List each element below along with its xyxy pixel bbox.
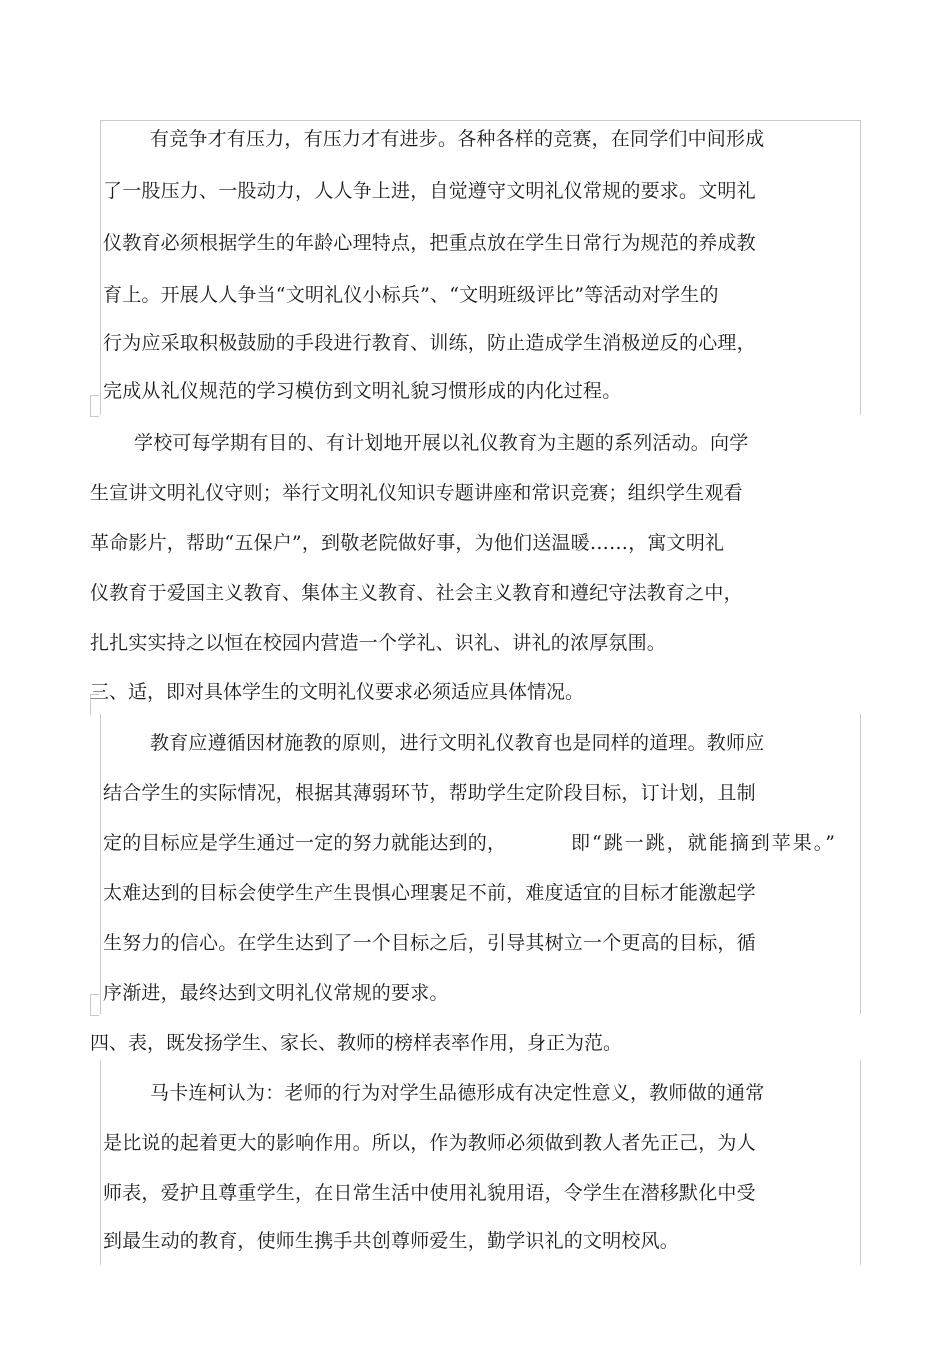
paragraph-4-line-1: 马卡连柯认为：老师的行为对学生品德形成有决定性意义，教师做的通常 xyxy=(150,1082,765,1104)
paragraph-2-line-1: 学校可每学期有目的、有计划地开展以礼仪教育为主题的系列活动。向学 xyxy=(134,432,749,454)
frame-bracket-3 xyxy=(90,994,99,1016)
paragraph-1-line-5: 行为应采取积极鼓励的手段进行教育、训练，防止造成学生消极逆反的心理， xyxy=(103,332,756,354)
paragraph-1-line-3: 仪教育必须根据学生的年龄心理特点，把重点放在学生日常行为规范的养成教 xyxy=(103,232,756,254)
frame-bracket-1 xyxy=(90,395,99,417)
paragraph-4-line-3: 师表，爱护且尊重学生，在日常生活中使用礼貌用语，令学生在潜移默化中受 xyxy=(103,1182,756,1204)
text-frame-middle xyxy=(100,714,861,1014)
paragraph-1-line-4: 育上。开展人人争当“文明礼仪小标兵”、“文明班级评比”等活动对学生的 xyxy=(103,284,719,306)
paragraph-3-line-1: 教育应遵循因材施教的原则，进行文明礼仪教育也是同样的道理。教师应 xyxy=(150,732,765,754)
paragraph-2-line-5: 扎扎实实持之以恒在校园内营造一个学礼、识礼、讲礼的浓厚氛围。 xyxy=(90,632,667,654)
paragraph-1-line-1: 有竞争才有压力，有压力才有进步。各种各样的竞赛，在同学们中间形成 xyxy=(150,128,765,150)
paragraph-2-line-3: 革命影片，帮助“五保户”，到敬老院做好事，为他们送温暖……，寓文明礼 xyxy=(90,532,725,554)
section-heading-4: 四、表，既发扬学生、家长、教师的榜样表率作用，身正为范。 xyxy=(90,1032,623,1054)
paragraph-4-line-4: 到最生动的教育，使师生携手共创尊师爱生，勤学识礼的文明校风。 xyxy=(103,1230,680,1252)
text-frame-left-end xyxy=(100,1240,101,1265)
paragraph-3-line-3b: 即“跳一跳，就能摘到苹果。” xyxy=(571,832,837,854)
paragraph-2-line-2: 生宣讲文明礼仪守则；举行文明礼仪知识专题讲座和常识竞赛；组织学生观看 xyxy=(90,482,743,504)
paragraph-3-line-4: 太难达到的目标会使学生产生畏惧心理裹足不前，难度适宜的目标才能激起学 xyxy=(103,882,756,904)
paragraph-1-line-6: 完成从礼仪规范的学习模仿到文明礼貌习惯形成的内化过程。 xyxy=(103,380,622,402)
paragraph-2-line-4: 仪教育于爱国主义教育、集体主义教育、社会主义教育和遵纪守法教育之中， xyxy=(90,582,743,604)
paragraph-3-line-5: 生努力的信心。在学生达到了一个目标之后，引导其树立一个更高的目标，循 xyxy=(103,932,756,954)
paragraph-3-line-2: 结合学生的实际情况，根据其薄弱环节，帮助学生定阶段目标，订计划，且制 xyxy=(103,782,756,804)
paragraph-3-line-3a: 定的目标应是学生通过一定的努力就能达到的， xyxy=(103,832,507,854)
paragraph-3-line-6: 序渐进，最终达到文明礼仪常规的要求。 xyxy=(103,982,449,1004)
paragraph-4-line-2: 是比说的起着更大的影响作用。所以，作为教师必须做到教人者先正己，为人 xyxy=(103,1132,756,1154)
section-heading-3: 三、适，即对具体学生的文明礼仪要求必须适应具体情况。 xyxy=(90,681,585,703)
text-frame-top xyxy=(100,120,861,415)
paragraph-1-line-2: 了一股压力、一股动力，人人争上进，自觉遵守文明礼仪常规的要求。文明礼 xyxy=(103,180,756,202)
